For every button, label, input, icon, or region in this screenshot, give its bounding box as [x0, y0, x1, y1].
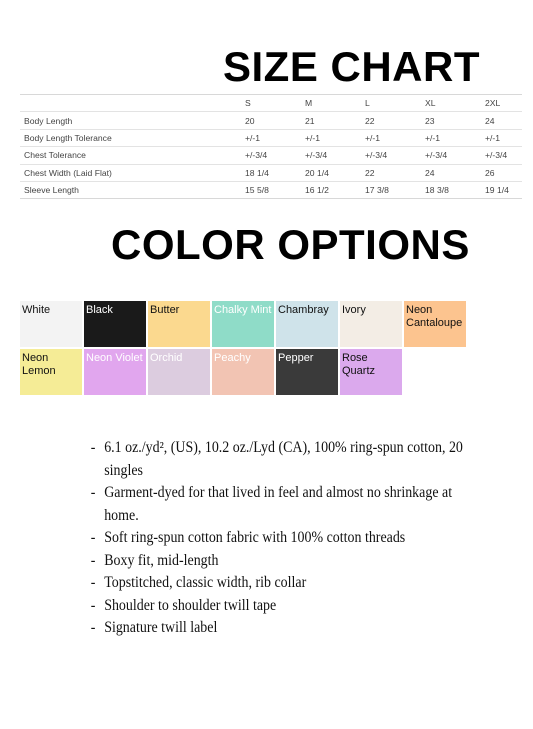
- size-header-xl: XL: [425, 95, 485, 112]
- color-swatch: [148, 349, 210, 395]
- color-swatch-label: White: [22, 304, 51, 316]
- size-header-s: S: [245, 95, 305, 112]
- size-header-blank: [20, 95, 245, 112]
- size-header-m: M: [305, 95, 365, 112]
- list-item: - 6.1 oz./yd², (US), 10.2 oz./Lyd (CA), 100% ring-spun cotton, 20 singles: [88, 437, 475, 482]
- color-swatch-label: Peachy: [214, 352, 251, 364]
- list-item: - Shoulder to shoulder twill tape: [88, 595, 475, 618]
- color-swatch: [148, 301, 210, 347]
- table-cell: 22: [365, 164, 425, 181]
- table-cell: 24: [425, 164, 485, 181]
- table-cell: +/-3/4: [425, 147, 485, 164]
- size-chart-title: SIZE CHART: [223, 43, 480, 90]
- table-cell: 20 1/4: [305, 164, 365, 181]
- table-cell: 17 3/8: [365, 185, 389, 196]
- feature-list: [88, 437, 475, 640]
- color-swatch-label: Neon Violet: [86, 352, 143, 364]
- color-swatch: [340, 301, 402, 347]
- color-swatch: [20, 301, 82, 347]
- list-item: - Soft ring-spun cotton fabric with 100% cotton threads: [88, 527, 475, 550]
- table-row: [20, 129, 522, 146]
- list-item: - Signature twill label: [88, 617, 475, 640]
- color-swatch-label: Rose Quartz: [342, 352, 376, 377]
- table-cell: 18 1/4: [245, 164, 305, 181]
- table-cell: 21: [305, 112, 365, 129]
- table-row: [20, 164, 522, 181]
- color-swatch: [276, 301, 338, 347]
- color-swatch: [84, 301, 146, 347]
- color-swatch-label: Ivory: [342, 304, 366, 316]
- size-header-l: L: [365, 95, 425, 112]
- color-swatch: [20, 349, 82, 395]
- color-options-title: COLOR OPTIONS: [111, 221, 470, 268]
- table-cell: +/-3/4: [245, 147, 305, 164]
- color-swatch-label: Chalky Mint: [214, 304, 272, 316]
- size-chart-table: [20, 94, 522, 199]
- table-cell: +/-3/4: [485, 147, 522, 164]
- color-swatch-label: Orchid: [150, 352, 183, 364]
- table-cell: 18 3/8: [425, 185, 449, 196]
- color-swatch: [404, 301, 466, 347]
- color-swatch: [84, 349, 146, 395]
- row-label: Sleeve Length: [24, 185, 79, 196]
- table-cell: 22: [365, 112, 425, 129]
- color-swatch-label: Butter: [150, 304, 180, 316]
- table-cell: +/-3/4: [305, 147, 365, 164]
- color-swatch-label: Neon Lemon: [22, 352, 56, 377]
- table-cell: 19 1/4: [485, 185, 509, 196]
- table-cell: +/-1: [245, 129, 305, 146]
- table-cell: 23: [425, 112, 485, 129]
- table-cell: 24: [485, 112, 522, 129]
- table-cell: 26: [485, 164, 522, 181]
- list-item: - Topstitched, classic width, rib collar: [88, 572, 475, 595]
- color-swatch-label: Neon Cantaloupe: [406, 304, 463, 329]
- color-swatch-label: Chambray: [278, 304, 329, 316]
- color-swatch: [212, 301, 274, 347]
- color-swatch-label: Pepper: [278, 352, 314, 364]
- table-cell: +/-1: [485, 129, 522, 146]
- table-row: [20, 181, 522, 198]
- table-cell: +/-1: [305, 129, 365, 146]
- size-header-row: [20, 95, 522, 112]
- table-cell: +/-1: [365, 129, 425, 146]
- list-item: - Boxy fit, mid-length: [88, 550, 475, 573]
- color-swatch: [340, 349, 402, 395]
- table-row: [20, 147, 522, 164]
- color-swatch-label: Black: [86, 304, 113, 316]
- color-swatch: [276, 349, 338, 395]
- row-label: Chest Width (Laid Flat): [20, 164, 245, 181]
- color-swatch: [212, 349, 274, 395]
- table-cell: +/-3/4: [365, 147, 425, 164]
- table-cell: 20: [245, 112, 305, 129]
- row-label: Body Length Tolerance: [20, 129, 245, 146]
- table-cell: 15 5/8: [245, 185, 269, 196]
- table-cell: 16 1/2: [305, 185, 329, 196]
- table-cell: +/-1: [425, 129, 485, 146]
- size-header-2xl: 2XL: [485, 95, 522, 112]
- row-label: Chest Tolerance: [20, 147, 245, 164]
- list-item: - Garment-dyed for that lived in feel and almost no shrinkage at home.: [88, 482, 475, 527]
- row-label: Body Length: [20, 112, 245, 129]
- table-row: [20, 112, 522, 129]
